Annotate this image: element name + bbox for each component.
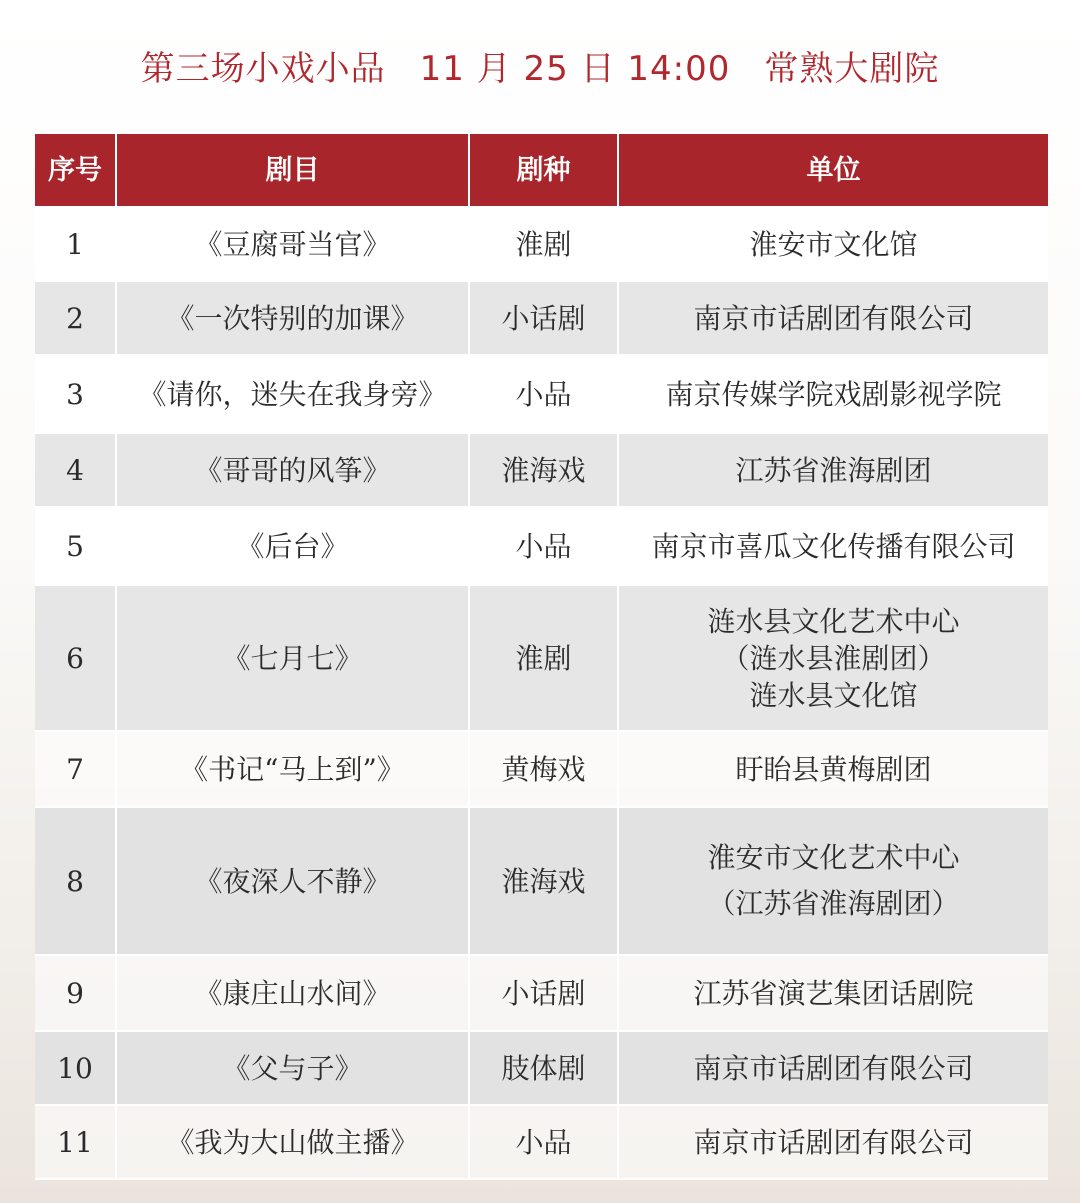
- row-unit: 江苏省演艺集团话剧院: [693, 976, 974, 1010]
- row-unit: [619, 808, 1048, 954]
- row-genre: 小话剧: [470, 282, 619, 354]
- table-row: [35, 956, 1048, 1032]
- row-unit-line: 涟水县文化艺术中心: [707, 604, 960, 638]
- row-play: 《哥哥的风筝》: [117, 434, 470, 506]
- row-no: 4: [35, 434, 117, 506]
- row-play: 《夜深人不静》: [117, 808, 470, 954]
- row-unit: 南京市喜瓜文化传播有限公司: [651, 529, 1016, 563]
- row-unit: 南京传媒学院戏剧影视学院: [665, 377, 1002, 411]
- row-unit: 南京市话剧团有限公司: [693, 301, 974, 335]
- table-row: [35, 1032, 1048, 1106]
- title-datetime: 11 月 25 日 14:00: [419, 49, 731, 89]
- row-no: 5: [35, 508, 117, 584]
- row-genre: 肢体剧: [470, 1032, 619, 1104]
- row-unit-line: 淮安市文化艺术中心: [707, 841, 960, 874]
- table-row: [35, 208, 1048, 282]
- row-no: 11: [35, 1106, 117, 1178]
- row-unit-line: （涟水县淮剧团）: [721, 641, 946, 675]
- row-unit-line: 涟水县文化馆: [749, 678, 918, 712]
- header-no: 序号: [35, 134, 117, 206]
- row-genre: 淮剧: [470, 586, 619, 730]
- row-unit: 南京市话剧团有限公司: [693, 1051, 974, 1085]
- table-row: [35, 808, 1048, 956]
- row-unit: 淮安市文化馆: [749, 227, 918, 261]
- row-genre: 淮海戏: [470, 434, 619, 506]
- title-event: 第三场小戏小品: [140, 49, 386, 89]
- header-play: 剧目: [117, 134, 470, 206]
- row-genre: 淮海戏: [470, 808, 619, 954]
- row-genre: 小品: [470, 1106, 619, 1178]
- row-genre: 黄梅戏: [470, 732, 619, 806]
- table-header: [35, 134, 1048, 208]
- row-genre: 小品: [470, 356, 619, 432]
- table-row: [35, 508, 1048, 586]
- table-row: [35, 1106, 1048, 1180]
- row-play: 《后台》: [117, 508, 470, 584]
- page-title: [0, 44, 1080, 94]
- row-play: 《我为大山做主播》: [117, 1106, 470, 1178]
- row-unit: 南京市话剧团有限公司: [693, 1125, 974, 1159]
- row-play: 《请你，迷失在我身旁》: [117, 356, 470, 432]
- program-table: [35, 134, 1048, 1180]
- header-genre: 剧种: [470, 134, 619, 206]
- row-no: 3: [35, 356, 117, 432]
- row-genre: 小话剧: [470, 956, 619, 1030]
- row-play: 《康庄山水间》: [117, 956, 470, 1030]
- row-no: 8: [35, 808, 117, 954]
- table-row: [35, 282, 1048, 356]
- row-no: 7: [35, 732, 117, 806]
- table-row: [35, 356, 1048, 434]
- row-no: 10: [35, 1032, 117, 1104]
- row-genre: 小品: [470, 508, 619, 584]
- row-no: 9: [35, 956, 117, 1030]
- table-row: [35, 434, 1048, 508]
- row-play: 《豆腐哥当官》: [117, 208, 470, 280]
- row-play: 《书记“马上到”》: [117, 732, 470, 806]
- row-no: 2: [35, 282, 117, 354]
- row-unit: 江苏省淮海剧团: [735, 453, 932, 487]
- row-unit: 盱眙县黄梅剧团: [735, 752, 932, 786]
- row-play: 《父与子》: [117, 1032, 470, 1104]
- row-unit: [619, 586, 1048, 730]
- title-venue: 常熟大剧院: [764, 49, 940, 89]
- row-play: 《一次特别的加课》: [117, 282, 470, 354]
- row-unit-line: （江苏省淮海剧团）: [707, 887, 960, 920]
- row-no: 1: [35, 208, 117, 280]
- row-no: 6: [35, 586, 117, 730]
- header-unit: 单位: [806, 154, 861, 186]
- row-play: 《七月七》: [117, 586, 470, 730]
- row-genre: 淮剧: [470, 208, 619, 280]
- table-row: [35, 732, 1048, 808]
- table-row: [35, 586, 1048, 732]
